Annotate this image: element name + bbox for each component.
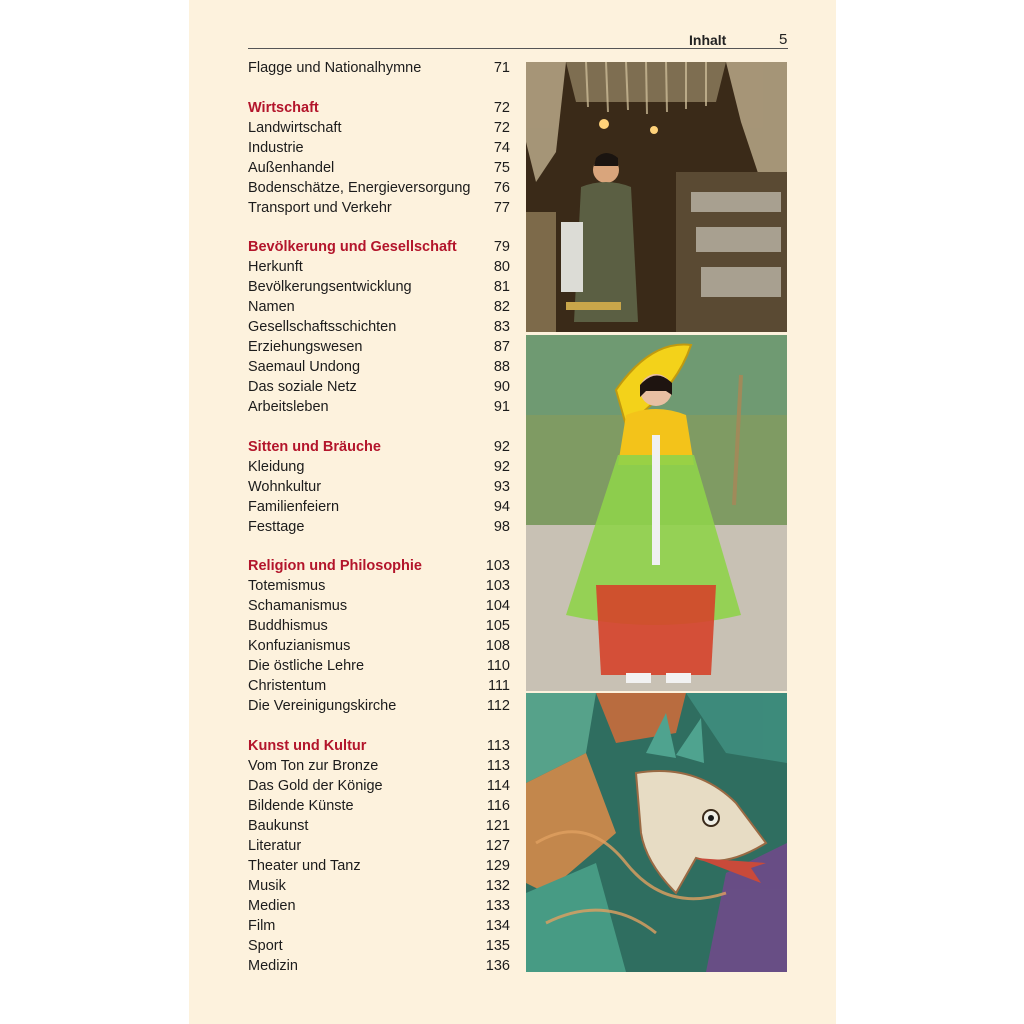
- toc-entry-title: Herkunft: [248, 259, 303, 276]
- toc-entry-title: Wohnkultur: [248, 478, 322, 495]
- toc-entry-page: 98: [493, 518, 510, 535]
- toc-entry-title: Transport und Verkehr: [248, 199, 392, 216]
- toc-entry-page: 116: [486, 797, 510, 814]
- toc-entry-page: 132: [485, 877, 510, 894]
- toc-entry-page: 88: [493, 359, 510, 376]
- toc-entry: [248, 836, 510, 856]
- toc-entry-title: Sport: [248, 937, 283, 954]
- market-stall-photo: [526, 62, 787, 332]
- toc-entry: [248, 856, 510, 876]
- toc-entry-page: 121: [485, 817, 510, 834]
- toc-entry-title: Musik: [248, 877, 286, 894]
- toc-entry: [248, 357, 510, 377]
- toc-entry-title: Medien: [248, 897, 296, 914]
- toc-entry-page: 79: [493, 239, 510, 256]
- toc-entry-title: Namen: [248, 299, 295, 316]
- running-header-title: Inhalt: [689, 32, 727, 48]
- toc-entry-title: Industrie: [248, 139, 304, 156]
- toc-entry: [248, 816, 510, 836]
- book-page: [189, 0, 836, 1024]
- toc-entry: [248, 616, 510, 636]
- toc-entry-page: 113: [486, 757, 510, 774]
- toc-entry-title: Landwirtschaft: [248, 119, 342, 136]
- toc-entry-title: Buddhismus: [248, 618, 328, 635]
- toc-entry-page: 92: [493, 438, 510, 455]
- toc-entry: [248, 517, 510, 537]
- toc-entry: [248, 337, 510, 357]
- toc-entry-page: 127: [485, 837, 510, 854]
- toc-entry: [248, 297, 510, 317]
- toc-heading-title: Bevölkerung und Gesellschaft: [248, 239, 457, 256]
- toc-entry-page: 111: [487, 678, 510, 695]
- table-of-contents: [248, 58, 510, 976]
- toc-heading-title: Wirtschaft: [248, 99, 319, 116]
- toc-entry: [248, 656, 510, 676]
- toc-heading-title: Religion und Philosophie: [248, 558, 422, 575]
- toc-entry-page: 87: [493, 339, 510, 356]
- market-stall-illustration: [526, 62, 787, 332]
- toc-entry-title: Das soziale Netz: [248, 379, 357, 396]
- toc-entry-page: 103: [485, 558, 510, 575]
- toc-entry: [248, 596, 510, 616]
- toc-entry-title: Festtage: [248, 518, 305, 535]
- toc-entry: [248, 457, 510, 477]
- toc-entry-page: 135: [485, 937, 510, 954]
- toc-entry-page: 75: [493, 159, 510, 176]
- toc-entry-title: Bildende Künste: [248, 797, 354, 814]
- toc-entry: [248, 916, 510, 936]
- toc-entry-title: Medizin: [248, 957, 298, 974]
- toc-entry-title: Die Vereinigungskirche: [248, 698, 397, 715]
- toc-entry-page: 129: [485, 857, 510, 874]
- toc-entry-title: Kleidung: [248, 458, 305, 475]
- toc-entry-title: Die östliche Lehre: [248, 658, 365, 675]
- toc-entry-page: 71: [493, 60, 510, 76]
- toc-entry-title: Erziehungswesen: [248, 339, 363, 356]
- toc-entry: [248, 477, 510, 497]
- toc-entry-title: Flagge und Nationalhymne: [248, 60, 422, 76]
- dragon-carving-photo: [526, 693, 787, 972]
- toc-entry-title: Konfuzianismus: [248, 638, 351, 655]
- toc-entry: [248, 377, 510, 397]
- toc-entry-title: Schamanismus: [248, 598, 348, 615]
- dragon-carving-illustration: [526, 693, 787, 972]
- toc-entry: [248, 158, 510, 178]
- toc-entry-page: 72: [493, 99, 510, 116]
- toc-heading-title: Sitten und Bräuche: [248, 438, 381, 455]
- toc-entry-title: Baukunst: [248, 817, 309, 834]
- toc-entry-page: 136: [485, 957, 510, 974]
- toc-entry-page: 133: [485, 897, 510, 914]
- toc-entry: [248, 118, 510, 138]
- toc-entry-page: 105: [485, 618, 510, 635]
- toc-entry: [248, 796, 510, 816]
- toc-entry-page: 114: [486, 777, 510, 794]
- toc-entry: [248, 936, 510, 956]
- toc-entry-page: 72: [493, 119, 510, 136]
- toc-entry: [248, 138, 510, 158]
- toc-entry-page: 108: [485, 638, 510, 655]
- toc-section-heading: [248, 437, 510, 457]
- toc-entry: [248, 576, 510, 596]
- toc-entry-page: 103: [485, 578, 510, 595]
- toc-entry-title: Außenhandel: [248, 159, 335, 176]
- toc-entry-page: 92: [493, 458, 510, 475]
- toc-heading-title: Kunst und Kultur: [248, 737, 367, 754]
- header-rule: [248, 48, 788, 49]
- toc-entry-title: Literatur: [248, 837, 302, 854]
- toc-entry-page: 77: [493, 199, 510, 216]
- toc-entry: [248, 896, 510, 916]
- toc-entry: [248, 317, 510, 337]
- toc-entry-page: 80: [493, 259, 510, 276]
- toc-entry-page: 104: [485, 598, 510, 615]
- toc-entry-title: Bevölkerungsentwicklung: [248, 279, 412, 296]
- toc-entry-page: 93: [493, 478, 510, 495]
- toc-section-heading: [248, 736, 510, 756]
- toc-entry: [248, 756, 510, 776]
- toc-entry-page: 81: [493, 279, 510, 296]
- toc-entry-title: Christentum: [248, 678, 327, 695]
- hanbok-woman-photo: [526, 335, 787, 691]
- toc-entry: [248, 876, 510, 896]
- toc-section-heading: [248, 237, 510, 257]
- toc-entry: [248, 198, 510, 218]
- toc-entry: [248, 497, 510, 517]
- toc-entry-page: 90: [493, 379, 510, 396]
- toc-entry-page: 91: [493, 399, 510, 416]
- toc-entry: [248, 776, 510, 796]
- toc-entry-page: 113: [486, 737, 510, 754]
- toc-entry-page: 76: [493, 179, 510, 196]
- toc-entry: [248, 397, 510, 417]
- toc-entry: [248, 178, 510, 198]
- toc-entry: [248, 277, 510, 297]
- toc-entry: [248, 636, 510, 656]
- toc-entry: [248, 58, 510, 78]
- toc-entry-page: 82: [493, 299, 510, 316]
- toc-section-heading: [248, 98, 510, 118]
- toc-entry-title: Arbeitsleben: [248, 399, 329, 416]
- toc-entry-title: Totemismus: [248, 578, 326, 595]
- toc-section-heading: [248, 556, 510, 576]
- toc-entry-title: Familienfeiern: [248, 498, 340, 515]
- toc-entry-page: 134: [485, 917, 510, 934]
- page-number: 5: [779, 31, 788, 48]
- toc-entry-title: Gesellschaftsschichten: [248, 319, 397, 336]
- toc-entry-title: Theater und Tanz: [248, 857, 361, 874]
- toc-entry-page: 112: [486, 698, 510, 715]
- toc-entry-title: Saemaul Undong: [248, 359, 361, 376]
- hanbok-woman-illustration: [526, 335, 787, 691]
- toc-entry-title: Vom Ton zur Bronze: [248, 757, 379, 774]
- toc-entry-page: 74: [493, 139, 510, 156]
- toc-entry: [248, 676, 510, 696]
- toc-entry: [248, 696, 510, 716]
- toc-entry-title: Das Gold der Könige: [248, 777, 383, 794]
- toc-entry-title: Film: [248, 917, 276, 934]
- toc-entry-page: 83: [493, 319, 510, 336]
- toc-entry: [248, 956, 510, 976]
- toc-entry: [248, 257, 510, 277]
- toc-entry-title: Bodenschätze, Energieversorgung: [248, 179, 471, 196]
- toc-entry-page: 94: [493, 498, 510, 515]
- toc-entry-page: 110: [486, 658, 510, 675]
